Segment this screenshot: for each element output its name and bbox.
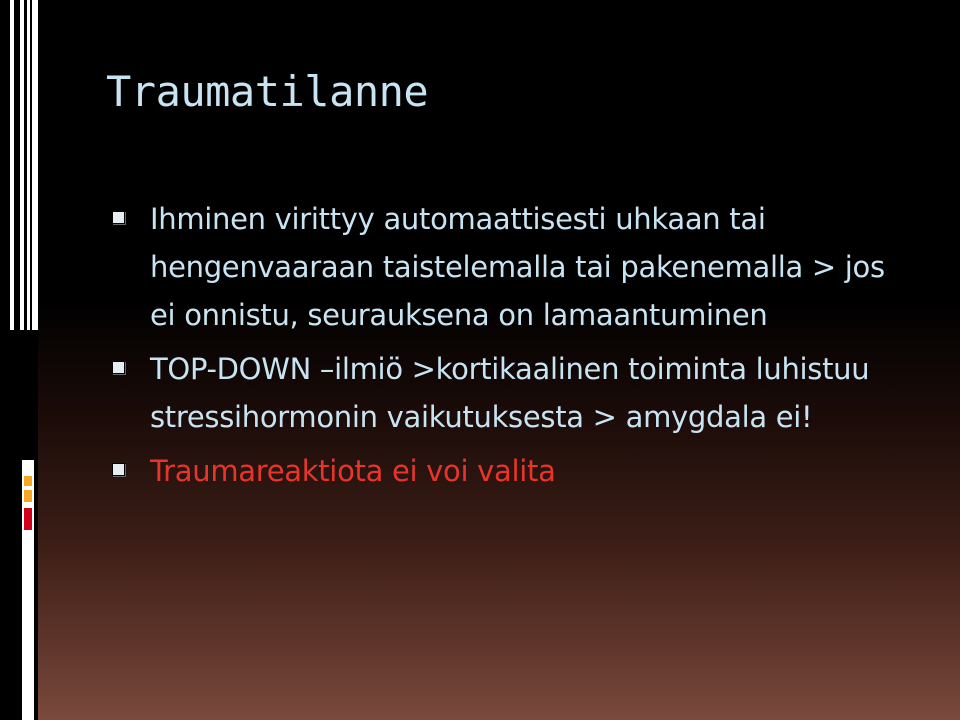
strip-bar xyxy=(30,0,32,330)
strip-bar xyxy=(14,0,20,330)
bullet-text: Ihminen virittyy automaattisesti uhkaan tai hengenvaaraan taistelemalla tai pakenemalla > jos ei onnistu, seurauksena on lamaantuminen xyxy=(150,202,885,332)
bullet-list xyxy=(110,195,910,501)
bullet-item xyxy=(110,345,910,441)
strip-bar xyxy=(34,460,38,720)
strip-bar xyxy=(0,460,22,720)
strip-bar xyxy=(24,0,27,330)
square-bullet-icon xyxy=(112,211,125,224)
square-bullet-icon xyxy=(112,463,125,476)
bullet-text: Traumareaktiota ei voi valita xyxy=(150,454,556,488)
square-bullet-icon xyxy=(112,361,125,374)
bullet-item-highlight xyxy=(110,447,910,495)
strip-bar xyxy=(0,0,10,330)
slide-title: Traumatilanne xyxy=(106,67,429,116)
accent-block xyxy=(24,490,32,502)
accent-block xyxy=(24,476,32,486)
bullet-text: TOP-DOWN –ilmiö >kortikaalinen toiminta luhistuu stressihormonin vaikutuksesta > amygdala ei! xyxy=(150,352,870,434)
strip-bar xyxy=(0,330,38,460)
accent-block xyxy=(24,508,32,530)
bullet-item xyxy=(110,195,910,339)
decorative-left-strip xyxy=(0,0,38,720)
